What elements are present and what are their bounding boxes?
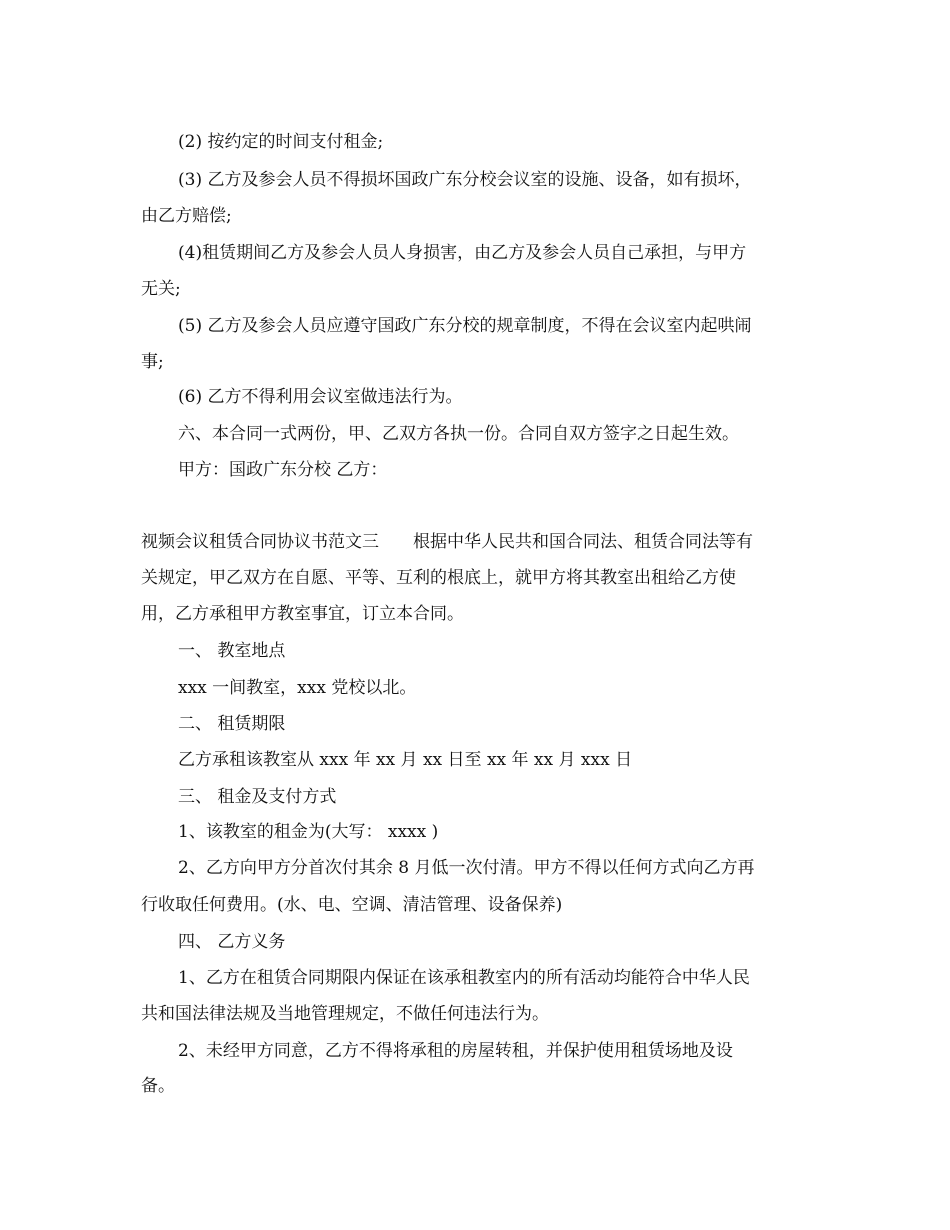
text-line: 2、乙方向甲方分首次付其余 8 月低一次付清。甲方不得以任何方式向乙方再 [178, 858, 755, 878]
text-line: (2) 按约定的时间支付租金; [178, 132, 384, 152]
section-heading: 一、 教室地点 [178, 641, 286, 661]
text-line: 共和国法律法规及当地管理规定，不做任何违法行为。 [141, 1004, 549, 1024]
section-heading: 三、 租金及支付方式 [178, 787, 337, 807]
text-line: 1、该教室的租金为(大写： xxxx ) [178, 822, 439, 842]
text-line: 关规定，甲乙双方在自愿、平等、互利的根底上，就甲方将其教室出租给乙方使 [141, 568, 736, 588]
text-line: (5) 乙方及参会人员应遵守国政广东分校的规章制度，不得在会议室内起哄闹 [178, 316, 752, 336]
text-line: 事; [141, 352, 164, 372]
text-line: 备。 [141, 1076, 175, 1096]
text-line: (6) 乙方不得利用会议室做违法行为。 [178, 387, 463, 407]
text-line: 1、乙方在租赁合同期限内保证在该承租教室内的所有活动均能符合中华人民 [178, 968, 750, 988]
text-line: 2、未经甲方同意，乙方不得将承租的房屋转租，并保护使用租赁场地及设 [178, 1041, 733, 1061]
text-line: (3) 乙方及参会人员不得损坏国政广东分校会议室的设施、设备，如有损坏， [178, 170, 752, 190]
text-line: xxx 一间教室，xxx 党校以北。 [178, 678, 417, 698]
text-line: (4)租赁期间乙方及参会人员人身损害，由乙方及参会人员自己承担，与甲方 [178, 243, 747, 263]
text-line: 甲方：国政广东分校 乙方： [178, 460, 388, 480]
text-line: 用，乙方承租甲方教室事宜，订立本合同。 [141, 604, 464, 624]
text-line: 行收取任何费用。(水、电、空调、清洁管理、设备保养) [141, 895, 563, 915]
section-heading: 二、 租赁期限 [178, 714, 286, 734]
text-line: 无关; [141, 279, 181, 299]
text-line: 乙方承租该教室从 xxx 年 xx 月 xx 日至 xx 年 xx 月 xxx 日 [178, 750, 633, 770]
section-heading: 四、 乙方义务 [178, 932, 286, 952]
text-line: 视频会议租赁合同协议书范文三 根据中华人民共和国合同法、租赁合同法等有 [141, 532, 753, 552]
text-line: 由乙方赔偿; [141, 206, 232, 226]
text-line: 六、本合同一式两份，甲、乙双方各执一份。合同自双方签字之日起生效。 [178, 424, 739, 444]
